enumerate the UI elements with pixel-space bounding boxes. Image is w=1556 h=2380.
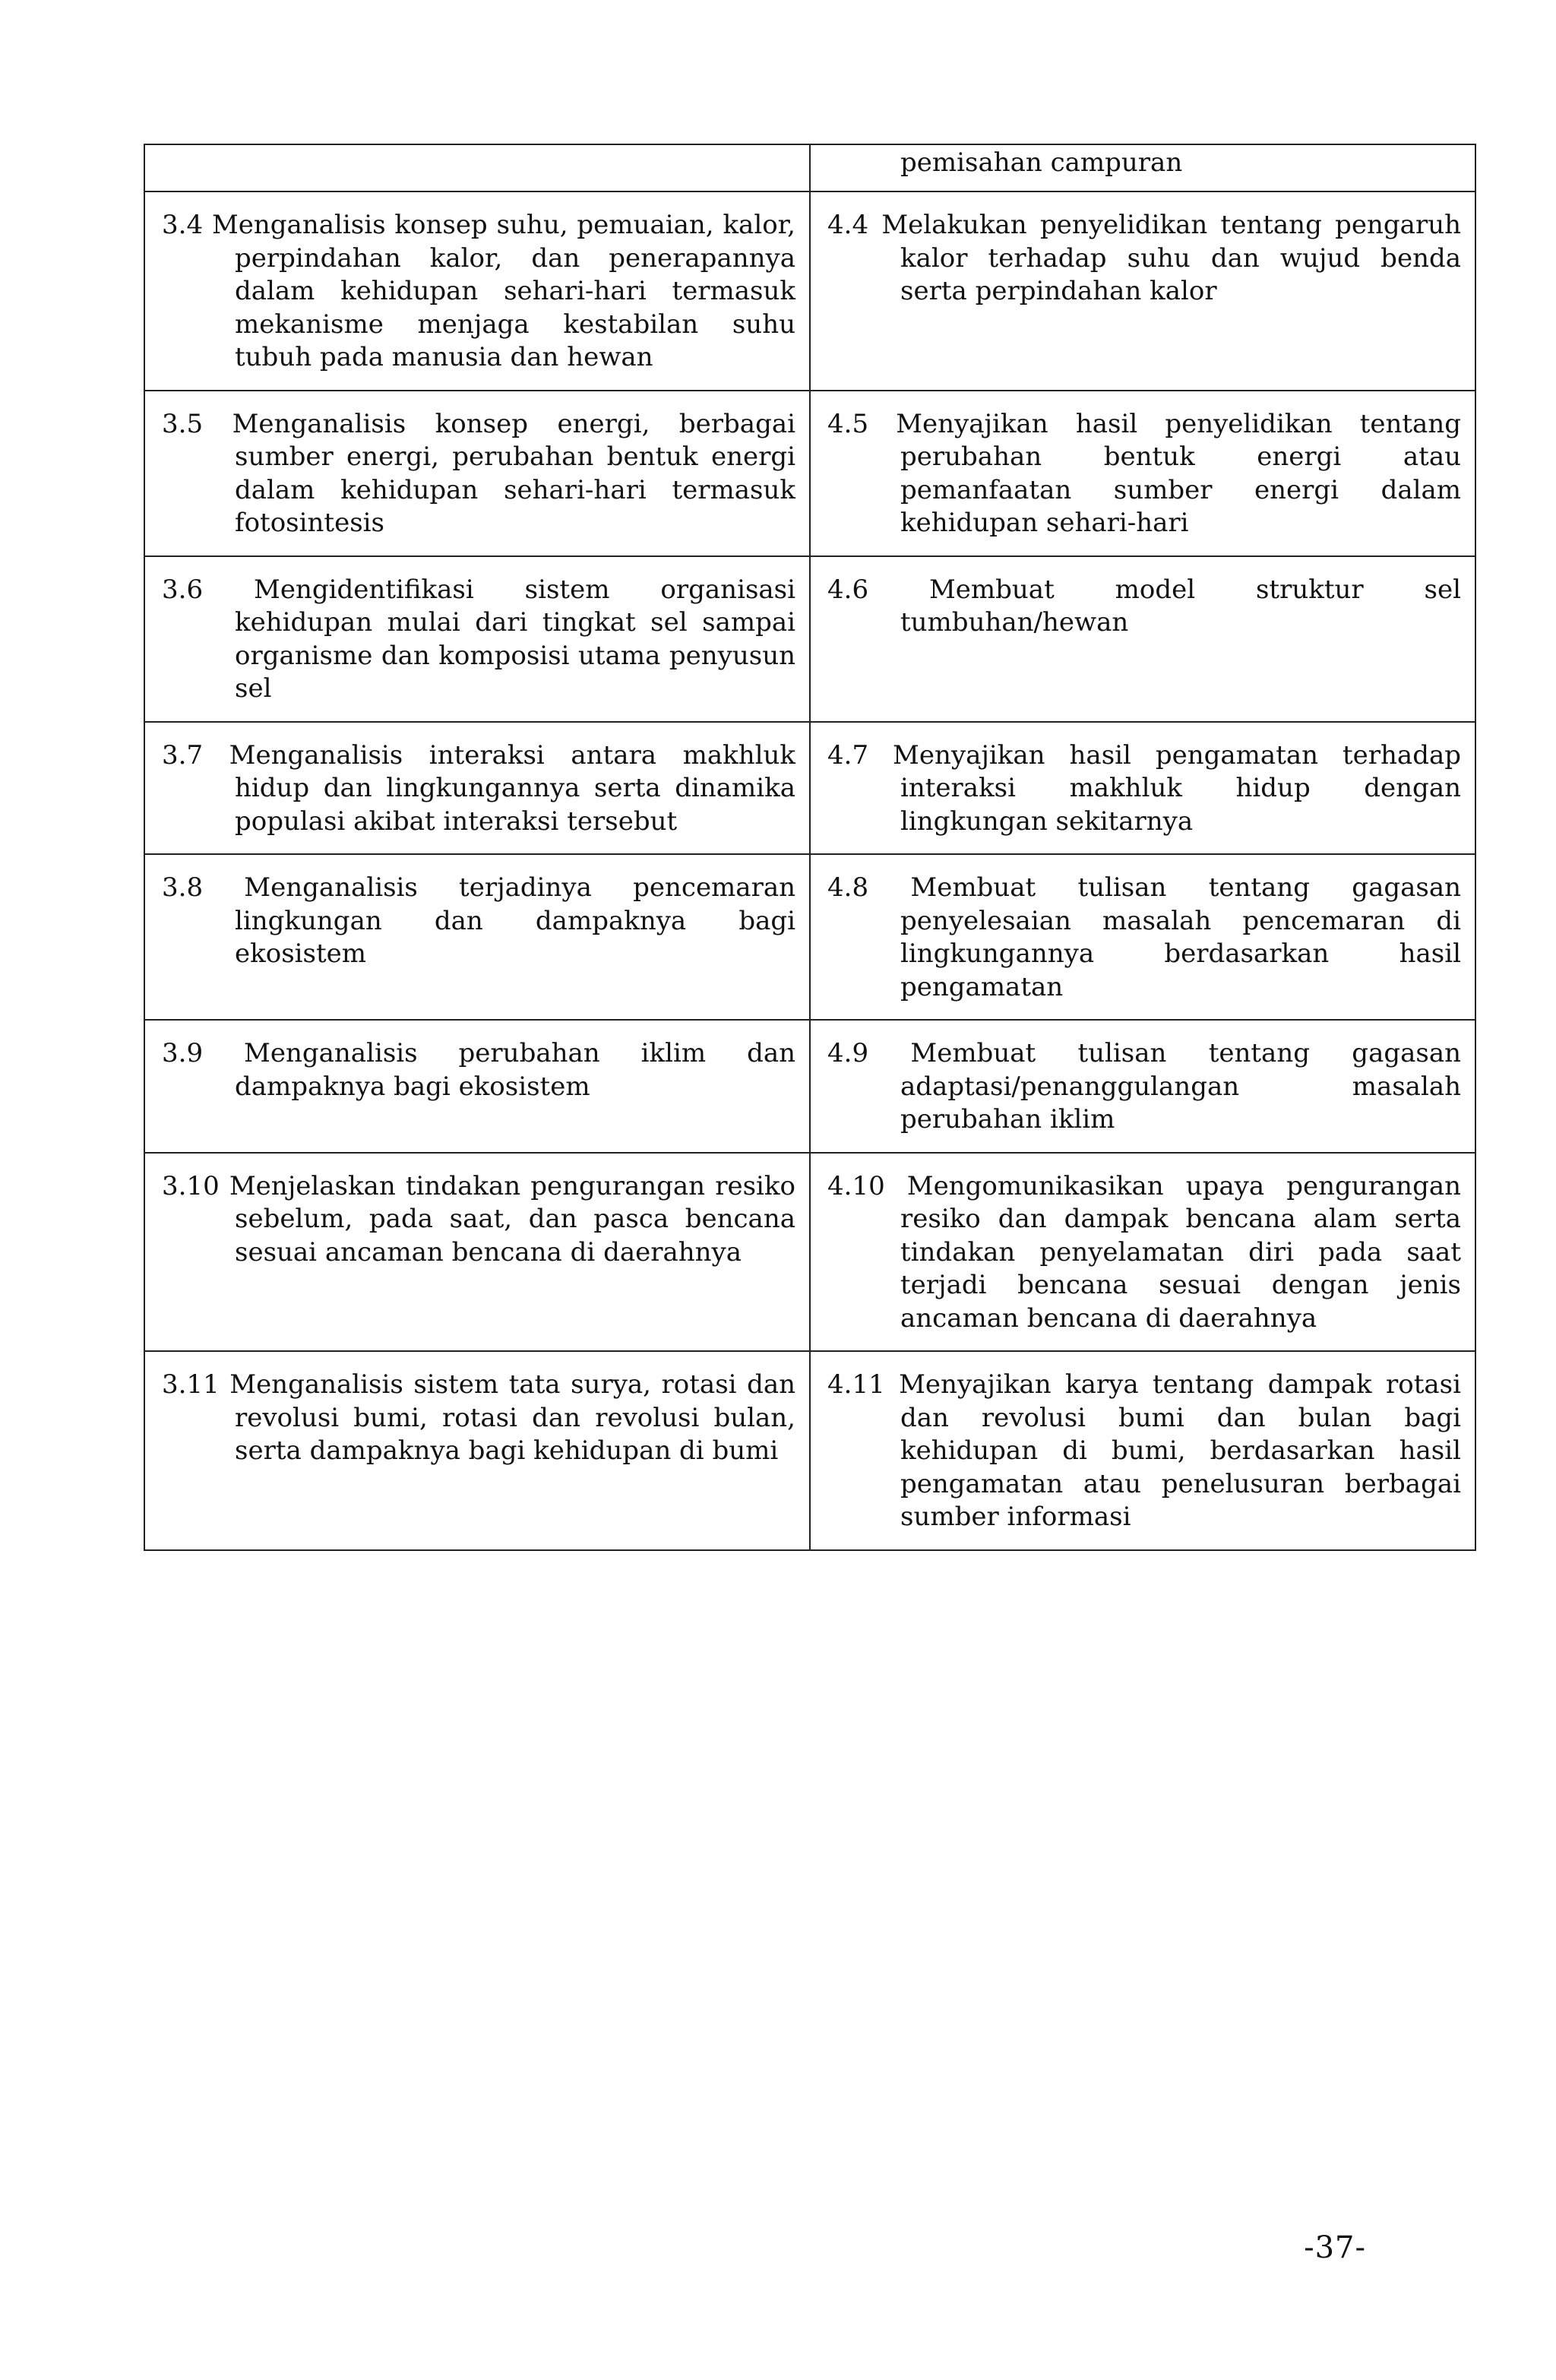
- table-row: [144, 1153, 1475, 1352]
- table-cell-left: [144, 722, 810, 855]
- cell-text: 4.8 Membuat tulisan tentang gagasan penyelesaian masalah pencemaran di lingkungannya berdasarkan hasil pengamatan: [827, 872, 1461, 1002]
- table-row: [144, 1020, 1475, 1153]
- table-cell-right: [810, 391, 1475, 556]
- cell-text: 4.6 Membuat model struktur sel tumbuhan/hewan: [827, 574, 1461, 638]
- table-row: [144, 722, 1475, 855]
- table-cell-left: [144, 1153, 810, 1352]
- cell-text: pemisahan campuran: [900, 147, 1183, 178]
- cell-text: 3.7 Menganalisis interaksi antara makhluk hidup dan lingkungannya serta dinamika populasi akibat interaksi tersebut: [162, 739, 795, 837]
- cell-text: 3.6 Mengidentifikasi sistem organisasi kehidupan mulai dari tingkat sel sampai organisme dan komposisi utama penyusun sel: [162, 574, 795, 704]
- table-row: [144, 391, 1475, 556]
- cell-text: 3.4 Menganalisis konsep suhu, pemuaian, kalor, perpindahan kalor, dan penerapannya dalam kehidupan sehari-hari termasuk mekanisme menjaga kestabilan suhu tubuh pada manusia dan hewan: [162, 210, 795, 372]
- table-cell-left: [144, 144, 810, 191]
- table-cell-left: [144, 556, 810, 722]
- cell-text: 3.9 Menganalisis perubahan iklim dan dampaknya bagi ekosistem: [162, 1038, 795, 1102]
- table-cell-right: [810, 1153, 1475, 1352]
- table-cell-left: [144, 1020, 810, 1153]
- table-cell-left: [144, 1351, 810, 1550]
- cell-text: 4.9 Membuat tulisan tentang gagasan adaptasi/penanggulangan masalah perubahan iklim: [827, 1038, 1461, 1135]
- table-cell-right: [810, 1351, 1475, 1550]
- table-row: [144, 556, 1475, 722]
- table-cell-left: [144, 854, 810, 1020]
- cell-text: 4.4 Melakukan penyelidikan tentang pengaruh kalor terhadap suhu dan wujud benda serta perpindahan kalor: [827, 210, 1461, 306]
- cell-text: 4.5 Menyajikan hasil penyelidikan tentang perubahan bentuk energi atau pemanfaatan sumber energi dalam kehidupan sehari-hari: [827, 408, 1461, 538]
- cell-text: 3.8 Menganalisis terjadinya pencemaran lingkungan dan dampaknya bagi ekosistem: [162, 872, 795, 969]
- table-row: [144, 191, 1475, 391]
- table-row: [144, 854, 1475, 1020]
- table-row: [144, 144, 1475, 191]
- table-cell-right: [810, 1020, 1475, 1153]
- cell-text: 4.7 Menyajikan hasil pengamatan terhadap interaksi makhluk hidup dengan lingkungan sekitarnya: [827, 739, 1461, 837]
- table-cell-right: [810, 556, 1475, 722]
- competency-table: [144, 144, 1476, 1551]
- cell-text: 3.5 Menganalisis konsep energi, berbagai sumber energi, perubahan bentuk energi dalam kehidupan sehari-hari termasuk fotosintesis: [162, 408, 795, 538]
- table-cell-right: [810, 722, 1475, 855]
- table-cell-right: [810, 854, 1475, 1020]
- table-cell-right: [810, 191, 1475, 391]
- table-cell-left: [144, 391, 810, 556]
- table-cell-right: [810, 144, 1475, 191]
- cell-text: 3.11 Menganalisis sistem tata surya, rotasi dan revolusi bumi, rotasi dan revolusi bulan, serta dampaknya bagi kehidupan di bumi: [162, 1369, 795, 1466]
- cell-text: 4.10 Mengomunikasikan upaya pengurangan resiko dan dampak bencana alam serta tindakan penyelamatan diri pada saat terjadi bencana sesuai dengan jenis ancaman bencana di daerahnya: [827, 1170, 1461, 1334]
- cell-text: 3.10 Menjelaskan tindakan pengurangan resiko sebelum, pada saat, dan pasca bencana sesuai ancaman bencana di daerahnya: [162, 1170, 795, 1268]
- table-cell-left: [144, 191, 810, 391]
- page-number: -37-: [1304, 2230, 1366, 2265]
- table-row: [144, 1351, 1475, 1550]
- cell-text: 4.11 Menyajikan karya tentang dampak rotasi dan revolusi bumi dan bulan bagi kehidupan di bumi, berdasarkan hasil pengamatan atau penelusuran berbagai sumber informasi: [827, 1369, 1461, 1532]
